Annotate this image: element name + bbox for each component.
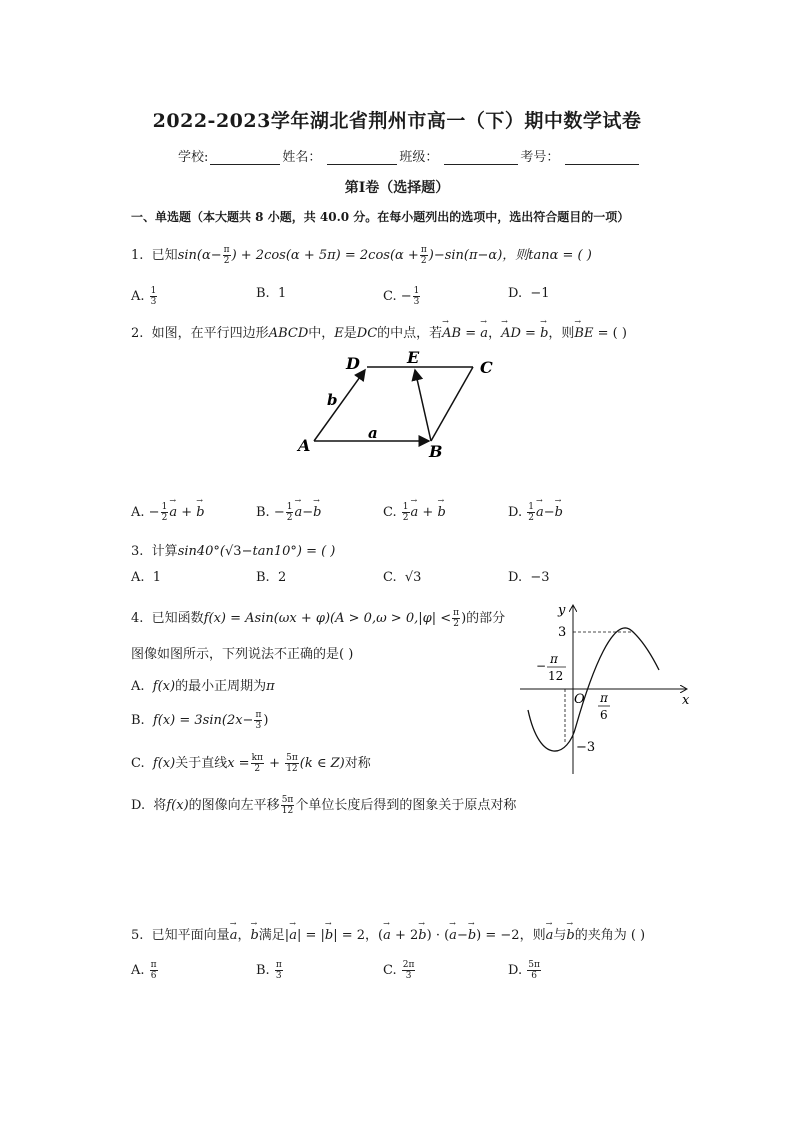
question-4-line2: 图像如图所示，下列说法不正确的是( ) xyxy=(131,647,354,662)
q3-option-a[interactable]: A. 1 xyxy=(131,570,162,585)
q1-text: 已知 xyxy=(151,248,178,263)
q1-option-b[interactable]: B. 1 xyxy=(256,286,287,301)
q5-option-d[interactable]: D. $\frac{5\pi}{6}$ xyxy=(508,960,540,981)
exam-title: 2022-2023学年湖北省荆州市高一（下）期中数学试卷 xyxy=(152,110,642,132)
q1-option-d[interactable]: D. −1 xyxy=(508,286,550,301)
neg-sign: − xyxy=(536,659,547,673)
twelve-denominator: 12 xyxy=(548,669,564,683)
side-cb xyxy=(431,367,473,441)
q2-option-d[interactable]: D. $\frac{1}{2}$ → a−→ b xyxy=(508,502,563,523)
question-number: 1. xyxy=(131,248,144,263)
vector-be xyxy=(415,370,431,441)
vector-ad xyxy=(314,370,365,441)
q4-option-b[interactable]: B. f(x) = 3sin(2x− $\frac{\pi}{3}$ ) xyxy=(131,710,269,731)
q4-option-c[interactable]: C. f(x)关于直线x = $\frac{k\pi}{2}$ + $\frac{5\pi}{12}$ (k ∈ Z)对称 xyxy=(131,753,371,774)
class-blank[interactable] xyxy=(444,150,518,165)
q5-option-a[interactable]: A. $\frac{\pi}{6}$ xyxy=(131,960,157,981)
q1-expr: ) + 2cos(α + 5π) = 2cos(α + xyxy=(231,248,419,263)
question-number: 2. xyxy=(131,326,144,341)
max-value-label: 3 xyxy=(558,625,567,640)
label-e-point: E xyxy=(407,348,420,367)
school-label: 学校: xyxy=(178,150,209,165)
section-title: 第I卷（选择题） xyxy=(344,180,450,196)
school-blank[interactable] xyxy=(210,150,280,165)
name-label: 姓名： xyxy=(282,150,322,165)
q3-option-c[interactable]: C. √3 xyxy=(383,570,422,585)
question-1 xyxy=(131,244,592,266)
label-a-vector: a xyxy=(368,424,378,442)
question-2: 2. 如图，在平行四边形ABCD中，E是DC的中点，若→ AB = → a，→ AD = → b，则→ BE = ( ) xyxy=(131,322,627,341)
parallelogram-figure xyxy=(290,345,510,465)
sine-graph-figure xyxy=(514,598,694,778)
pi-numerator-right: π xyxy=(600,691,608,705)
q5-option-b[interactable]: B. $\frac{\pi}{3}$ xyxy=(256,960,282,981)
x-axis-label: x xyxy=(682,693,690,708)
q3-option-b[interactable]: B. 2 xyxy=(256,570,287,585)
student-info-line xyxy=(178,146,641,165)
question-4: 4. 已知函数f(x) = Asin(ωx + φ)(A > 0,ω > 0,|φ| < $\frac{\pi}{2}$ )的部分 xyxy=(131,608,506,629)
label-d-point: D xyxy=(346,354,360,373)
q1-expr: sin(α− xyxy=(177,248,222,263)
q1-frac: $\frac{\pi}{2}$ xyxy=(223,245,230,266)
q1-frac: $\frac{\pi}{2}$ xyxy=(420,245,427,266)
question-3: 3. 计算sin40°(√3−tan10°) = ( ) xyxy=(131,544,336,559)
pi-numerator-left: π xyxy=(550,652,558,666)
q1-option-c[interactable]: C. − $\frac{1}{3}$ xyxy=(383,286,420,307)
six-denominator: 6 xyxy=(600,708,608,722)
class-label: 班级： xyxy=(399,150,439,165)
q4-option-d[interactable]: D. 将f(x)的图像向左平移 $\frac{5\pi}{12}$ 个单位长度后得到的图象关于原点对称 xyxy=(131,795,517,816)
label-b-vector: b xyxy=(327,391,338,409)
q1-expr: )−sin(π−α)，则tanα = ( ) xyxy=(428,248,592,263)
min-value-label: −3 xyxy=(576,740,596,755)
part-heading: 一、单选题（本大题共 8 小题，共 40.0 分。在每小题列出的选项中，选出符合题目的一项） xyxy=(131,210,630,224)
q4-option-a[interactable]: A. f(x)的最小正周期为π xyxy=(131,679,275,694)
q2-option-b[interactable]: B. − $\frac{1}{2}$ → a−→ b xyxy=(256,502,321,523)
y-axis-label: y xyxy=(558,603,566,618)
q3-option-d[interactable]: D. −3 xyxy=(508,570,550,585)
q2-option-c[interactable]: C. $\frac{1}{2}$ → a + → b xyxy=(383,502,446,523)
q1-option-a[interactable]: A. $\frac{1}{3}$ xyxy=(131,286,157,307)
q5-option-c[interactable]: C. $\frac{2\pi}{3}$ xyxy=(383,960,415,981)
q2-option-a[interactable]: A. − $\frac{1}{2}$ → a + → b xyxy=(131,502,205,523)
question-number: 3. xyxy=(131,544,144,559)
question-5: 5. 已知平面向量→ a，→ b满足|→ a| = |→ b| = 2，(→ a + 2→ b) · (→ a−→ b) = −2，则→ a与→ b的夹角为 ( ) xyxy=(131,924,645,943)
exam-no-blank[interactable] xyxy=(565,150,639,165)
origin-label: O xyxy=(574,692,585,707)
name-blank[interactable] xyxy=(327,150,397,165)
exam-no-label: 考号： xyxy=(520,150,560,165)
question-number: 4. xyxy=(131,611,144,626)
question-number: 5. xyxy=(131,928,144,943)
label-c-point: C xyxy=(480,358,493,377)
label-b-point: B xyxy=(429,442,443,461)
label-a-point: A xyxy=(298,436,311,455)
